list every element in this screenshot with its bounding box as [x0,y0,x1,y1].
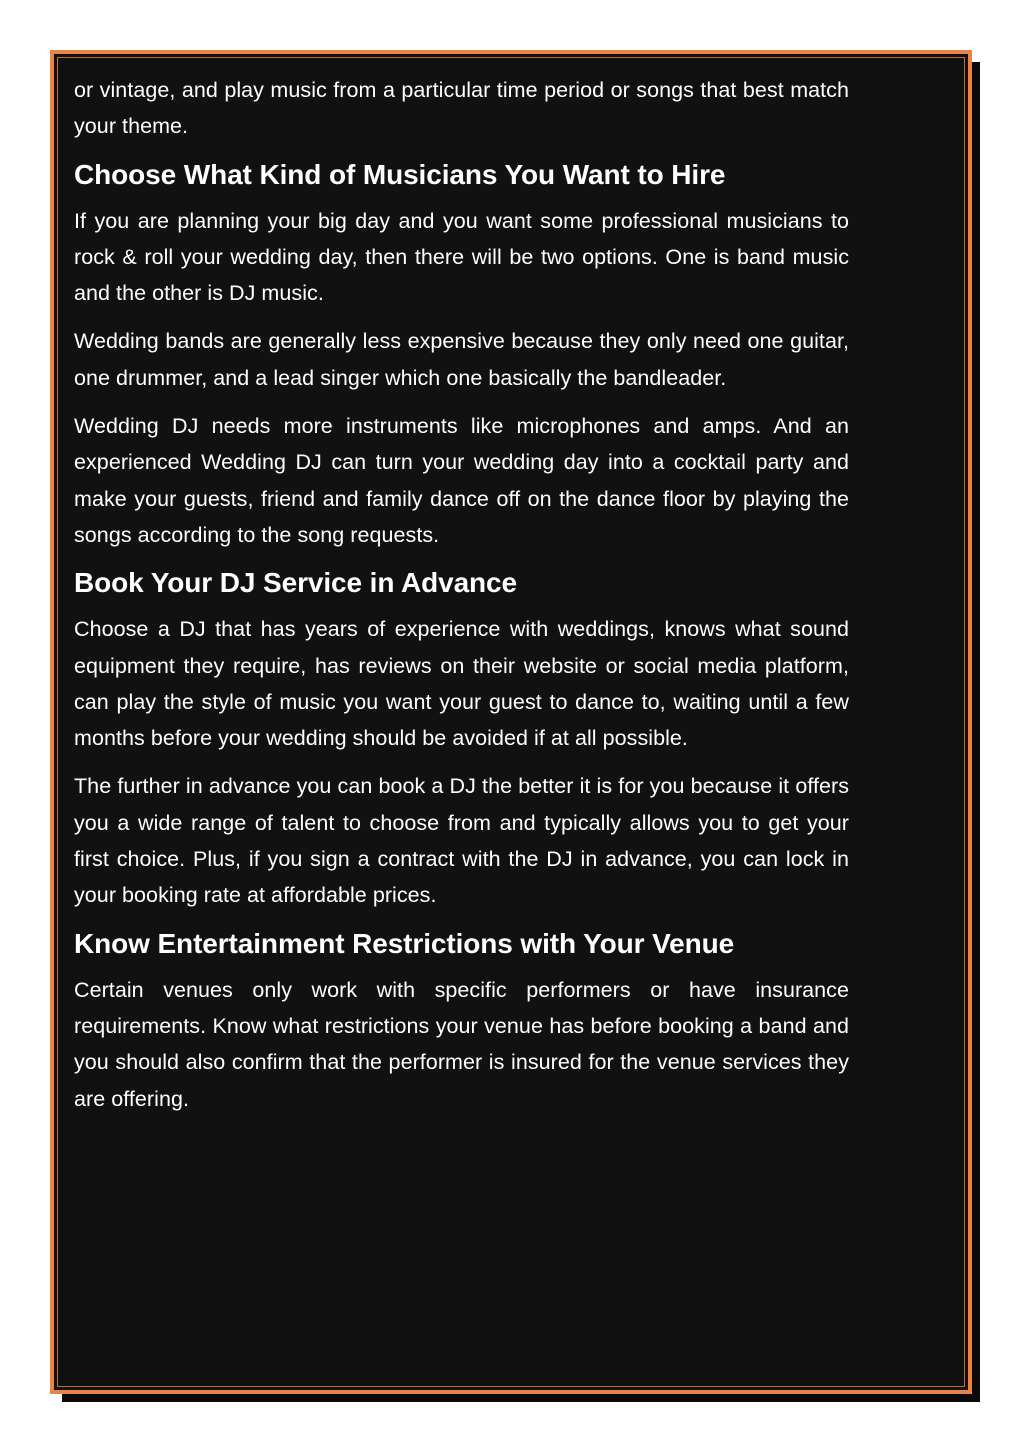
section-heading-venue: Know Entertainment Restrictions with Your Venue [74,927,735,959]
paragraph: Choose a DJ that has years of experience with weddings, knows what sound equipment they require, has reviews on their website or social media platform, can play the style of music you want your guest to dance to, waiting until a few months before your wedding should be avoided if at all possible. [74,617,849,751]
paragraph: If you are planning your big day and you want some professional musicians to rock & roll your wedding day, then there will be two options. One is band music and the other is DJ music. [74,208,849,306]
section-heading-musicians: Choose What Kind of Musicians You Want to Hire [74,158,726,190]
paragraph: Certain venues only work with specific performers or have insurance requirements. Know what restrictions your venue has before booking a band and you should also confirm that the performer is insured for the venue services they are offering. [74,977,849,1111]
paragraph: Wedding bands are generally less expensive because they only need one guitar, one drummer, and a lead singer which one basically the bandleader. [74,329,849,390]
document-body [74,72,849,1129]
paragraph: Wedding DJ needs more instruments like microphones and amps. And an experienced Wedding DJ can turn your wedding day into a cocktail party and make your guests, friend and family dance off on the dance floor by playing the songs according to the song requests. [74,414,849,547]
intro-paragraph: or vintage, and play music from a particular time period or songs that best match your theme. [74,78,849,139]
section-heading-book-dj: Book Your DJ Service in Advance [74,567,517,599]
paragraph: The further in advance you can book a DJ the better it is for you because it offers you a wide range of talent to choose from and typically allows you to get your first choice. Plus, if you sign a contract with the DJ in advance, you can lock in your booking rate at affordable prices. [74,774,849,908]
